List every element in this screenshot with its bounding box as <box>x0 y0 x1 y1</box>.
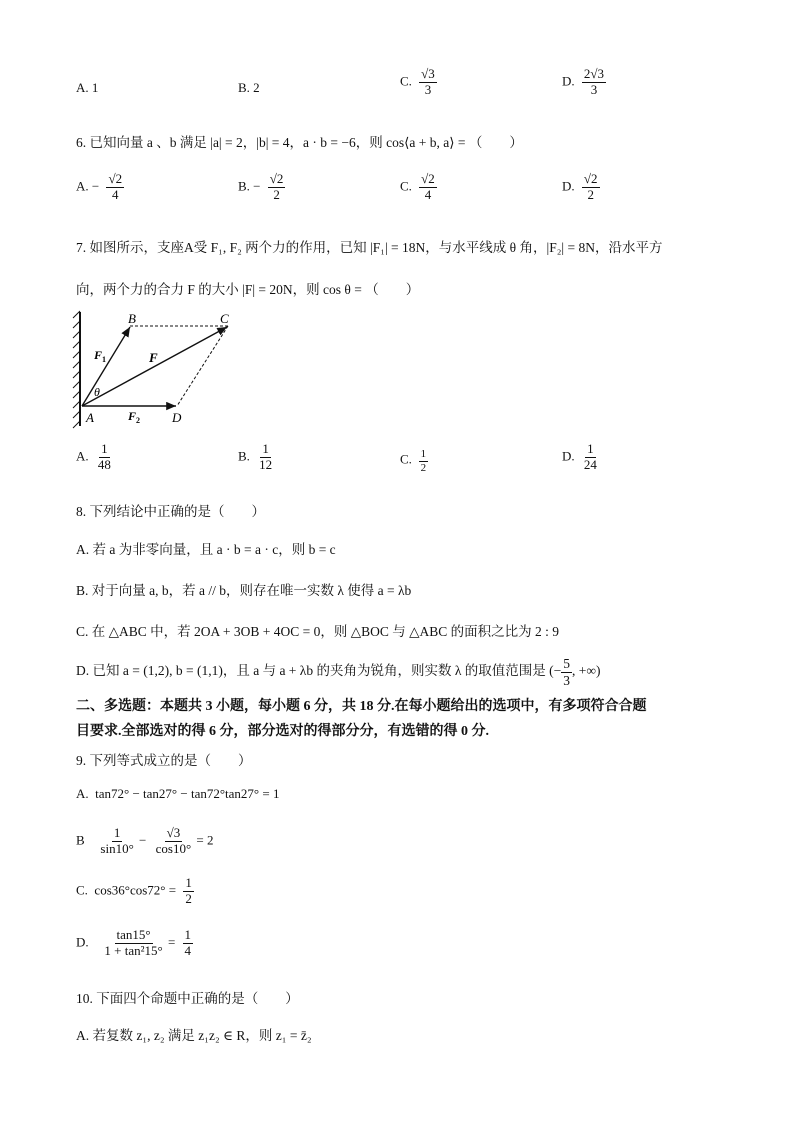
label-C: C <box>220 311 229 326</box>
q6-option-c: C. $\frac{√2}{4}$ <box>400 171 435 202</box>
vector-F <box>82 327 227 406</box>
dashed-CD <box>177 326 228 406</box>
q7-option-d: D. $\frac{1}{24}$ <box>562 441 597 472</box>
q6-option-a: A. − $\frac{√2}{4}$ <box>76 171 123 202</box>
label-F1-sub: 1 <box>102 355 106 364</box>
q7-stem-line2: 向，两个力的合力 F 的大小 |F| = 20N，则 cos θ = （ ） <box>76 282 420 297</box>
q7-option-a: A. $\frac{1}{48}$ <box>76 441 111 472</box>
q9-option-a: A. tan72° − tan27° − tan72°tan27° = 1 <box>76 786 280 801</box>
q6-option-d: D. $\frac{√2}{2}$ <box>562 171 598 202</box>
wall-hatching <box>73 311 80 428</box>
q8-option-b: B. 对于向量 a, b，若 a // b，则存在唯一实数 λ 使得 a = λb <box>76 583 412 598</box>
q10-stem: 10. 下面四个命题中正确的是（ ） <box>76 991 299 1006</box>
label-A: A <box>86 410 94 425</box>
q7-option-c: C. $\frac{1}{2}$ <box>400 448 427 474</box>
q5-option-c: C. $\frac{√3}{3}$ <box>400 66 435 97</box>
q5-option-d: D. $\frac{2√3}{3}$ <box>562 66 605 97</box>
label-D: D <box>172 410 182 425</box>
label-F2-sub: 2 <box>136 416 140 425</box>
q9-stem: 9. 下列等式成立的是（ ） <box>76 753 252 768</box>
q7-option-b: B. $\frac{1}{12}$ <box>238 441 273 472</box>
q5-option-a: A. 1 <box>76 80 99 95</box>
q8-option-c: C. 在 △ABC 中，若 2OA + 3OB + 4OC = 0，则 △BOC 与 △ABC 的面积之比为 2 : 9 <box>76 624 560 639</box>
q6-stem: 6. 已知向量 a 、b 满足 |a| = 2，|b| = 4，a · b = −6，则 cos⟨a + b, a⟩ = （ ） <box>76 135 523 150</box>
q7-stem-line1: 7. 如图所示，支座A受 F₁, F₂ 两个力的作用，已知 |F₁| = 18N，与水平线成 θ 角，|F₂| = 8N，沿水平方 <box>76 240 663 255</box>
q8-option-a: A. 若 a 为非零向量，且 a · b = a · c，则 b = c <box>76 542 336 557</box>
label-F2: F <box>128 409 137 423</box>
q8-stem: 8. 下列结论中正确的是（ ） <box>76 504 265 519</box>
q6-option-b: B. − $\frac{√2}{2}$ <box>238 171 284 202</box>
q9-option-c: C. cos36°cos72° = $\frac{1}{2}$ <box>76 875 192 906</box>
label-F1: F <box>94 348 103 362</box>
label-theta: θ <box>94 385 100 399</box>
q10-option-a: A. 若复数 z₁, z₂ 满足 z₁z₂ ∈ R，则 z₁ = z̄₂ <box>76 1028 312 1043</box>
q8-option-d: D. 已知 a = (1,2), b = (1,1)，且 a 与 a + λb 的夹角为锐角，则实数 λ 的取值范围是 (− $\frac{5}{3}$ , +∞) <box>76 656 601 688</box>
q9-option-b: B $\frac{1}{\sin 10^\circ}$ − $\frac{√3}{\cos 10^\circ}$ = 2 <box>76 825 214 856</box>
label-F: F <box>149 350 158 365</box>
q7-force-diagram <box>70 308 240 430</box>
vector-F1 <box>82 327 130 406</box>
section2-line2: 目要求.全部选对的得 6 分，部分选对的得部分分，有选错的得 0 分. <box>76 724 489 739</box>
q5-option-b: B. 2 <box>238 80 260 95</box>
label-B: B <box>128 311 136 326</box>
section2-line1: 二、多选题：本题共 3 小题，每小题 6 分，共 18 分.在每小题给出的选项中，有多项符合合题 <box>76 699 647 714</box>
q9-option-d: D. $\frac{\tan 15^\circ}{\text{1 + tan²15°}}$ = $\frac{1}{4}$ <box>76 927 192 958</box>
